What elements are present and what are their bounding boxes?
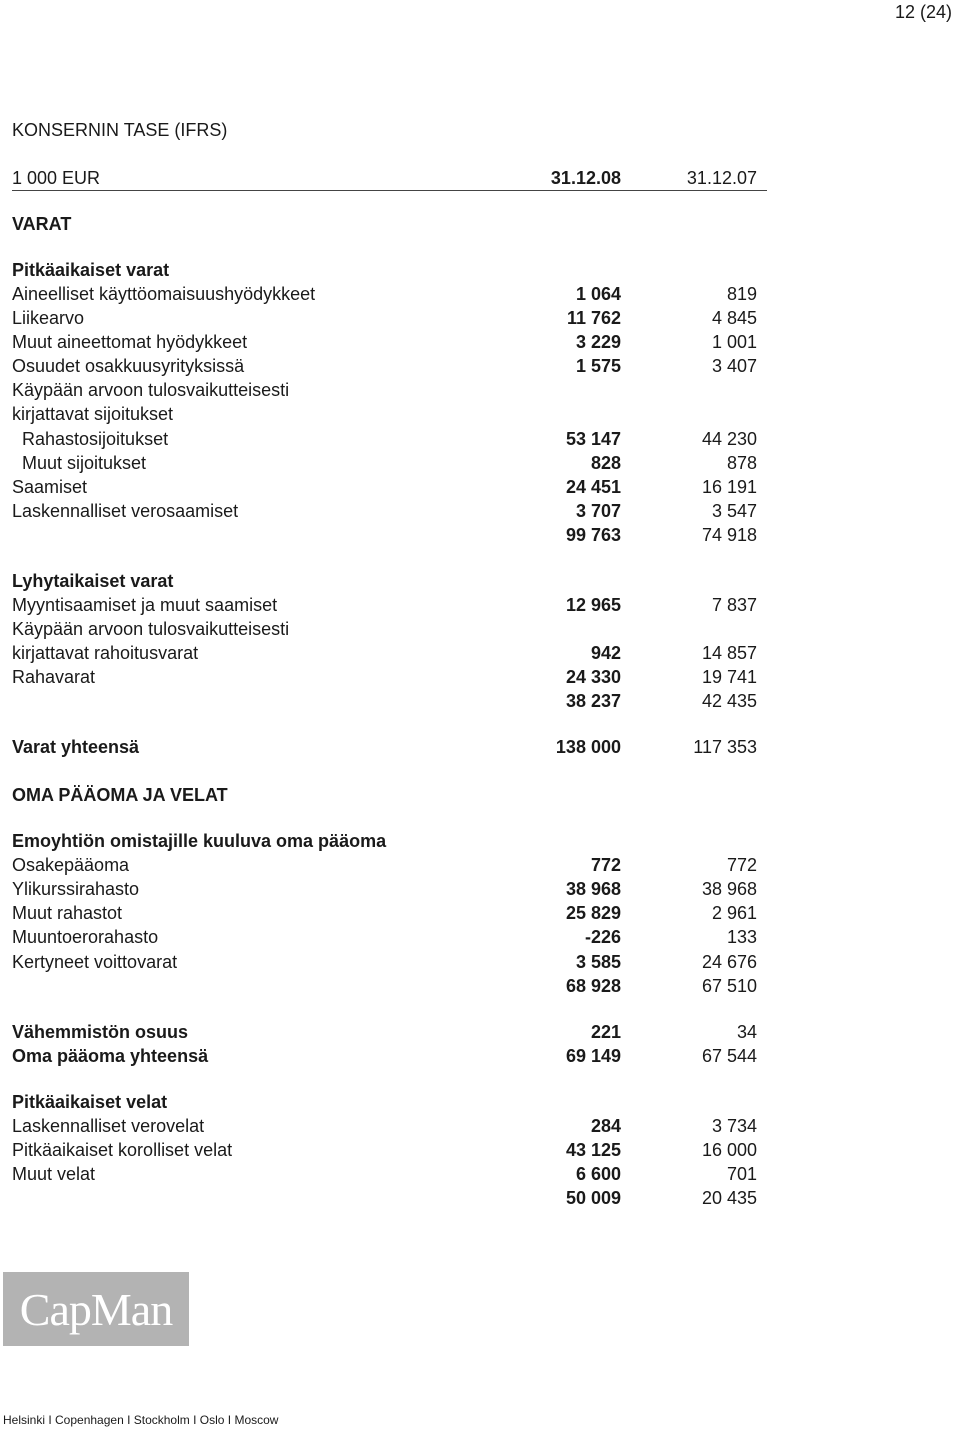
table-row [12,1090,757,1114]
page-number: 12 (24) [894,2,952,22]
page-title: KONSERNIN TASE (IFRS) [12,120,228,140]
table-row [12,354,757,378]
value-2008: 942 [590,643,621,663]
table-row [12,925,757,949]
value-2008: 43 125 [565,1140,621,1160]
value-2008: 38 968 [565,879,621,899]
table-row [12,499,757,523]
value-2007: 1 001 [711,332,757,352]
value-2008: 24 451 [565,477,621,497]
table-row [12,212,757,236]
row-label: Osakepääoma [12,855,130,875]
value-2007: 701 [726,1164,757,1184]
value-2007: 772 [726,855,757,875]
value-2008: 50 009 [565,1188,621,1208]
value-2008: 24 330 [565,667,621,687]
value-2007: 117 353 [693,737,757,757]
table-row [12,1162,757,1186]
capman-logo [3,1272,189,1346]
row-label: Pitkäaikaiset varat [12,260,170,280]
value-2008: 138 000 [555,737,621,757]
table-row [12,665,757,689]
value-2007: 7 837 [711,595,757,615]
value-2007: 133 [726,927,757,947]
table-row [12,974,757,998]
value-2008: 3 707 [575,501,621,521]
value-2008: 828 [590,453,621,473]
row-label: Aineelliset käyttöomaisuushyödykkeet [12,284,316,304]
table-row [12,783,757,807]
value-2007: 24 676 [701,952,757,972]
logo-wordmark: CapMan [19,1283,173,1335]
value-2008: 68 928 [565,976,621,996]
row-label: Laskennalliset verovelat [12,1116,205,1136]
value-2007: 19 741 [701,667,757,687]
value-2007: 38 968 [701,879,757,899]
row-label: kirjattavat rahoitusvarat [12,643,199,663]
row-label: Laskennalliset verosaamiset [12,501,239,521]
table-row [12,901,757,925]
table-row [12,427,757,451]
row-label: Kertyneet voittovarat [12,952,178,972]
value-2008: 3 229 [575,332,621,352]
value-2008: 53 147 [565,429,621,449]
value-2008: 11 762 [566,308,621,328]
value-2007: 2 961 [711,903,757,923]
column-header-2007: 31.12.07 [686,168,757,188]
value-2007: 14 857 [701,643,757,663]
value-2008: 99 763 [565,525,621,545]
row-label: VARAT [12,214,72,234]
value-2007: 42 435 [701,691,757,711]
row-label: Rahavarat [12,667,96,687]
value-2008: 284 [590,1116,621,1136]
footer-locations: Helsinki I Copenhagen I Stockholm I Oslo I Moscow [3,1413,279,1427]
value-2008: -226 [584,927,621,947]
table-row [12,523,757,547]
row-label: Varat yhteensä [12,737,140,757]
table-row [12,829,757,853]
row-label: Muuntoerorahasto [12,927,159,947]
table-row [12,641,757,665]
value-2007: 3 547 [711,501,757,521]
row-label: Osuudet osakkuusyrityksissä [12,356,245,376]
value-2007: 44 230 [701,429,757,449]
column-header-2008: 31.12.08 [550,168,621,188]
value-2008: 38 237 [565,691,621,711]
unit-label: 1 000 EUR [12,168,101,188]
value-2007: 74 918 [701,525,757,545]
row-label: Emoyhtiön omistajille kuuluva oma pääoma [12,831,387,851]
table-row [12,378,757,402]
row-label: Vähemmistön osuus [12,1022,189,1042]
row-label: OMA PÄÄOMA JA VELAT [12,785,228,805]
row-label: Käypään arvoon tulosvaikutteisesti [12,619,290,639]
value-2008: 6 600 [575,1164,621,1184]
table-row [12,1138,757,1162]
value-2008: 69 149 [565,1046,621,1066]
table-row [12,617,757,641]
table-row [12,735,757,759]
value-2008: 1 575 [575,356,621,376]
table-row [12,282,757,306]
row-label: kirjattavat sijoitukset [12,404,174,424]
row-label: Ylikurssirahasto [12,879,140,899]
row-label: Saamiset [12,477,88,497]
row-label: Rahastosijoitukset [22,429,169,449]
value-2007: 67 544 [701,1046,757,1066]
value-2008: 1 064 [575,284,621,304]
row-label: Oma pääoma yhteensä [12,1046,209,1066]
table-row [12,451,757,475]
table-row [12,569,757,593]
row-label: Muut sijoitukset [22,453,147,473]
row-label: Käypään arvoon tulosvaikutteisesti [12,380,290,400]
value-2007: 3 407 [711,356,757,376]
row-label: Pitkäaikaiset velat [12,1092,168,1112]
table-row [12,1020,757,1044]
value-2008: 12 965 [565,595,621,615]
row-label: Muut aineettomat hyödykkeet [12,332,248,352]
row-label: Pitkäaikaiset korolliset velat [12,1140,233,1160]
value-2007: 3 734 [711,1116,757,1136]
table-row [12,877,757,901]
value-2008: 772 [590,855,621,875]
row-label: Muut velat [12,1164,96,1184]
table-row [12,950,757,974]
value-2007: 16 191 [701,477,757,497]
value-2007: 4 845 [711,308,757,328]
value-2008: 25 829 [565,903,621,923]
table-row [12,330,757,354]
table-row [12,689,757,713]
value-2007: 16 000 [701,1140,757,1160]
table-header [12,168,767,191]
value-2007: 878 [726,453,757,473]
row-label: Myyntisaamiset ja muut saamiset [12,595,278,615]
table-row [12,258,757,282]
value-2007: 67 510 [701,976,757,996]
table-row [12,853,757,877]
table-row [12,306,757,330]
table-row [12,1044,757,1068]
row-label: Muut rahastot [12,903,123,923]
row-label: Liikearvo [12,308,85,328]
table-row [12,1114,757,1138]
table-row [12,593,757,617]
table-row [12,402,757,426]
table-row [12,1186,757,1210]
value-2008: 3 585 [575,952,621,972]
row-label: Lyhytaikaiset varat [12,571,174,591]
value-2008: 221 [590,1022,621,1042]
value-2007: 20 435 [701,1188,757,1208]
value-2007: 34 [736,1022,757,1042]
table-row [12,475,757,499]
value-2007: 819 [726,284,757,304]
